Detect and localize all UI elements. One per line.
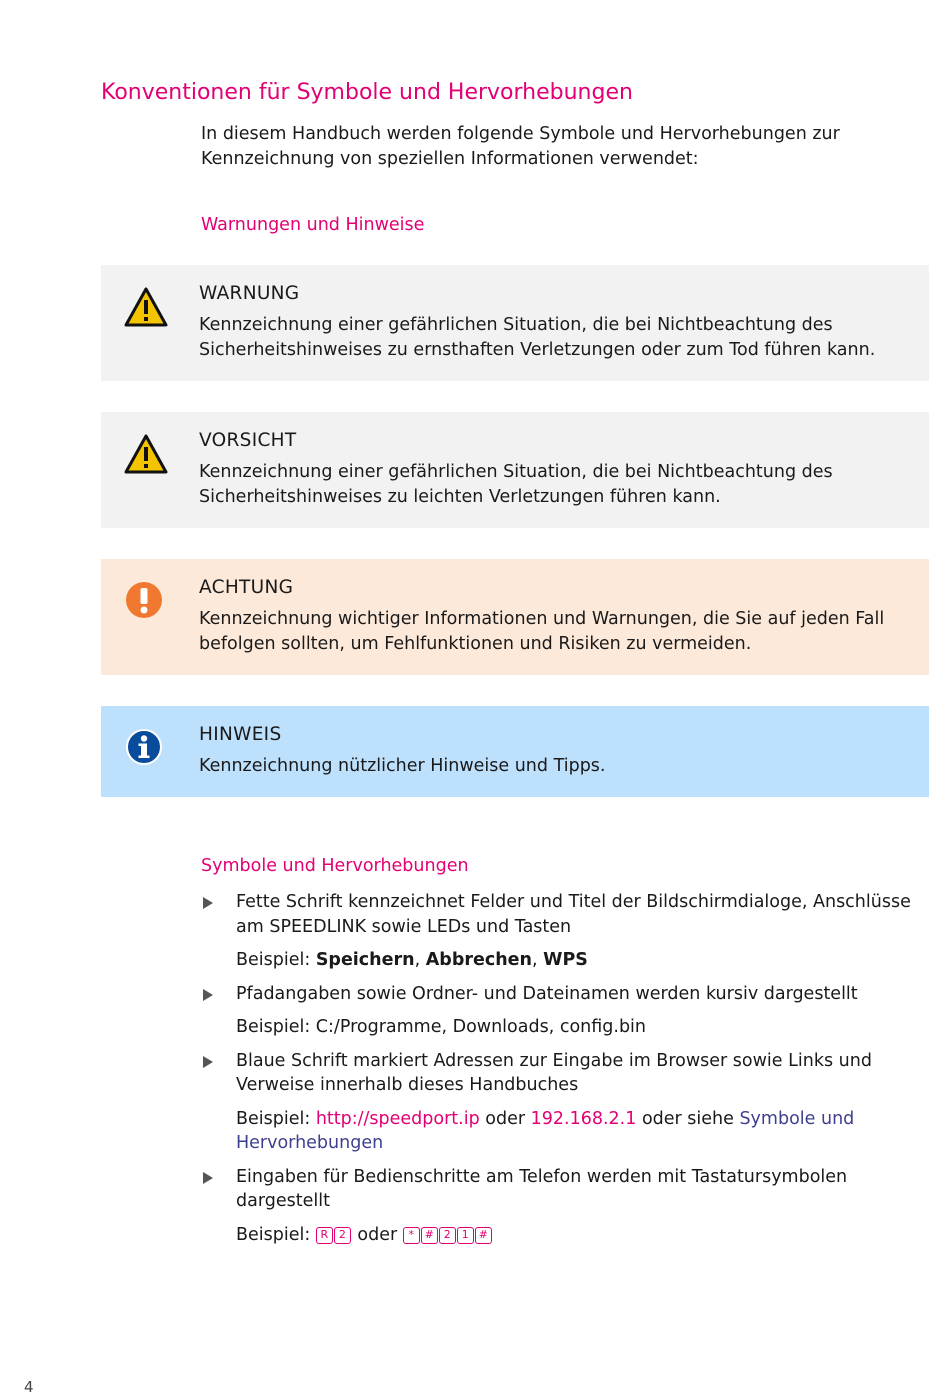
example-prefix: Beispiel:	[236, 1224, 316, 1245]
blue-example	[236, 1107, 929, 1156]
conventions-list	[201, 890, 929, 1256]
blue-convention-text: Blaue Schrift markiert Adressen zur Eingabe im Browser sowie Links und Verweise innerhalb dieses Handbuches	[236, 1050, 872, 1095]
warning-triangle-icon	[124, 434, 168, 474]
page-number: 4	[24, 1378, 34, 1396]
list-item	[201, 890, 929, 973]
example-term: Abbrechen	[425, 950, 533, 970]
bold-example	[236, 948, 929, 973]
intro-paragraph: In diesem Handbuch werden folgende Symbole und Hervorhebungen zur Kennzeichnung von speziellen Informationen verwendet:	[201, 124, 840, 169]
hinweis-text: Kennzeichnung nützlicher Hinweise und Tipps.	[199, 756, 606, 776]
achtung-text: Kennzeichnung wichtiger Informationen und Warnungen, die Sie auf jeden Fall befolgen sollten, um Fehlfunktionen und Risiken zu vermeiden.	[199, 609, 885, 654]
vorsicht-box	[101, 412, 929, 528]
ip-link[interactable]: 192.168.2.1	[530, 1108, 637, 1129]
keys-example	[236, 1223, 929, 1248]
italic-example: Beispiel: C:/Programme, Downloads, config.bin	[236, 1017, 647, 1037]
list-item	[201, 982, 929, 1040]
key-symbol: #	[421, 1227, 438, 1244]
example-term: WPS	[543, 950, 588, 970]
separator: ,	[532, 950, 544, 970]
word-oder: oder	[479, 1108, 531, 1129]
warnings-heading: Warnungen und Hinweise	[201, 215, 425, 235]
key-symbol: 1	[457, 1227, 474, 1244]
triangle-bullet-icon	[203, 989, 213, 1001]
list-item	[201, 1049, 929, 1156]
url-link[interactable]: http://speedport.ip	[315, 1108, 480, 1129]
key-symbol: 2	[334, 1227, 351, 1244]
vorsicht-title: VORSICHT	[199, 430, 297, 451]
keys-convention-text: Eingaben für Bedienschritte am Telefon werden mit Tastatursymbolen dargestellt	[236, 1166, 848, 1211]
page-title: Konventionen für Symbole und Hervorhebungen	[101, 80, 633, 105]
achtung-box	[101, 559, 929, 675]
example-term: Speichern	[315, 950, 415, 970]
vorsicht-text: Kennzeichnung einer gefährlichen Situation, die bei Nichtbeachtung des Sicherheitshinweises zu leichten Verletzungen führen kann.	[199, 462, 833, 507]
key-symbol: *	[403, 1227, 420, 1244]
symbols-heading: Symbole und Hervorhebungen	[201, 856, 469, 876]
list-item	[201, 1165, 929, 1248]
cross-reference-link[interactable]: Symbole und Hervorhebungen	[236, 1108, 855, 1153]
warnung-box	[101, 265, 929, 381]
bold-convention-text: Fette Schrift kennzeichnet Felder und Titel der Bildschirmdialoge, Anschlüsse am SPEEDLINK sowie LEDs und Tasten	[236, 892, 911, 937]
warning-triangle-icon	[124, 287, 168, 327]
triangle-bullet-icon	[203, 1172, 213, 1184]
info-circle-icon	[125, 728, 163, 766]
key-symbol: R	[316, 1227, 333, 1244]
example-prefix: Beispiel:	[236, 950, 316, 970]
triangle-bullet-icon	[203, 1056, 213, 1068]
warnung-title: WARNUNG	[199, 283, 300, 304]
achtung-title: ACHTUNG	[199, 577, 294, 598]
italic-convention-text: Pfadangaben sowie Ordner- und Dateinamen werden kursiv dargestellt	[236, 983, 858, 1004]
key-symbol: 2	[439, 1227, 456, 1244]
example-prefix: Beispiel:	[236, 1108, 316, 1129]
exclamation-circle-icon	[125, 581, 163, 619]
separator: ,	[414, 950, 426, 970]
word-oder-siehe: oder siehe	[636, 1108, 740, 1129]
key-symbol: #	[475, 1227, 492, 1244]
triangle-bullet-icon	[203, 897, 213, 909]
hinweis-title: HINWEIS	[199, 724, 282, 745]
key-sequence-1	[316, 1225, 352, 1245]
word-oder: oder	[351, 1224, 403, 1245]
warnung-text: Kennzeichnung einer gefährlichen Situation, die bei Nichtbeachtung des Sicherheitshinweises zu ernsthaften Verletzungen oder zum Tod führen kann.	[199, 315, 876, 360]
hinweis-box	[101, 706, 929, 797]
key-sequence-2	[403, 1225, 493, 1245]
